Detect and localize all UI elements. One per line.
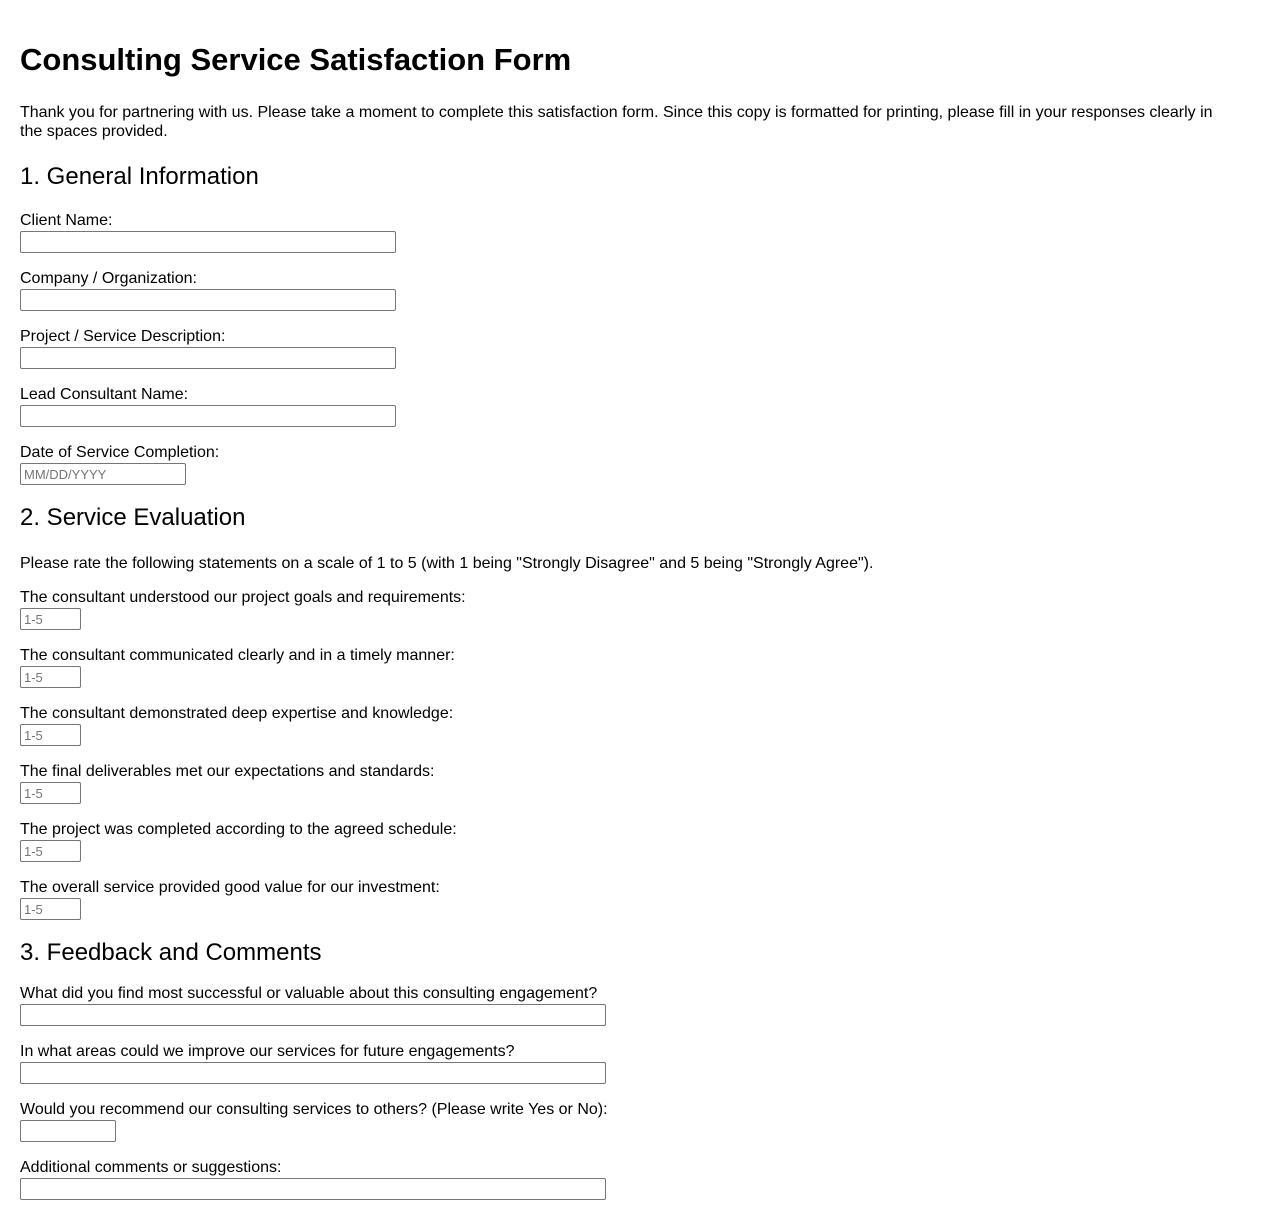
- rating-field-deliverables: [20, 762, 1242, 804]
- rating-input-deliverables[interactable]: [20, 782, 81, 804]
- rating-label-expertise: The consultant demonstrated deep expertise and knowledge:: [20, 705, 454, 722]
- general-information-section: [20, 163, 1242, 485]
- form-title: Consulting Service Satisfaction Form: [20, 42, 572, 77]
- company-input[interactable]: [20, 289, 396, 311]
- company-field: [20, 269, 1242, 311]
- rating-input-schedule[interactable]: [20, 840, 81, 862]
- rating-label-goals: The consultant understood our project goals and requirements:: [20, 589, 466, 606]
- additional-comments-input[interactable]: [20, 1178, 606, 1200]
- recommend-label: Would you recommend our consulting services to others? (Please write Yes or No):: [20, 1101, 608, 1118]
- improve-input[interactable]: [20, 1062, 606, 1084]
- service-evaluation-section: [20, 504, 1242, 920]
- rating-instructions: Please rate the following statements on a scale of 1 to 5 (with 1 being "Strongly Disagree" and 5 being "Strongly Agree").: [20, 555, 874, 572]
- completion-date-input[interactable]: [20, 463, 186, 485]
- form-intro: Thank you for partnering with us. Please take a moment to complete this satisfaction form. Since this copy is formatted for printing, please fill in your responses clearly in the spaces provided.: [20, 104, 1213, 140]
- successful-label: What did you find most successful or valuable about this consulting engagement?: [20, 985, 598, 1002]
- rating-input-communication[interactable]: [20, 666, 81, 688]
- client-name-input[interactable]: [20, 231, 396, 253]
- lead-consultant-input[interactable]: [20, 405, 396, 427]
- additional-comments-field: [20, 1158, 1242, 1200]
- completion-date-field: [20, 443, 1242, 485]
- client-name-field: [20, 211, 1242, 253]
- rating-input-expertise[interactable]: [20, 724, 81, 746]
- lead-consultant-field: [20, 385, 1242, 427]
- successful-input[interactable]: [20, 1004, 606, 1026]
- improve-field: [20, 1042, 1242, 1084]
- feedback-heading: 3. Feedback and Comments: [20, 939, 322, 966]
- rating-field-communication: [20, 646, 1242, 688]
- rating-input-value[interactable]: [20, 898, 81, 920]
- rating-field-schedule: [20, 820, 1242, 862]
- project-description-label: Project / Service Description:: [20, 328, 226, 345]
- project-description-field: [20, 327, 1242, 369]
- client-name-label: Client Name:: [20, 212, 113, 229]
- rating-field-goals: [20, 588, 1242, 630]
- rating-input-goals[interactable]: [20, 608, 81, 630]
- rating-field-value: [20, 878, 1242, 920]
- rating-field-expertise: [20, 704, 1242, 746]
- general-information-heading: 1. General Information: [20, 163, 259, 190]
- completion-date-label: Date of Service Completion:: [20, 444, 220, 461]
- lead-consultant-label: Lead Consultant Name:: [20, 386, 189, 403]
- company-label: Company / Organization:: [20, 270, 197, 287]
- successful-field: [20, 984, 1242, 1026]
- rating-label-schedule: The project was completed according to the agreed schedule:: [20, 821, 457, 838]
- recommend-input[interactable]: [20, 1120, 116, 1142]
- rating-label-value: The overall service provided good value for our investment:: [20, 879, 440, 896]
- improve-label: In what areas could we improve our services for future engagements?: [20, 1043, 515, 1060]
- recommend-field: [20, 1100, 1242, 1142]
- feedback-section: [20, 939, 1242, 1200]
- rating-label-communication: The consultant communicated clearly and in a timely manner:: [20, 647, 455, 664]
- project-description-input[interactable]: [20, 347, 396, 369]
- service-evaluation-heading: 2. Service Evaluation: [20, 504, 246, 531]
- rating-label-deliverables: The final deliverables met our expectations and standards:: [20, 763, 435, 780]
- additional-comments-label: Additional comments or suggestions:: [20, 1159, 282, 1176]
